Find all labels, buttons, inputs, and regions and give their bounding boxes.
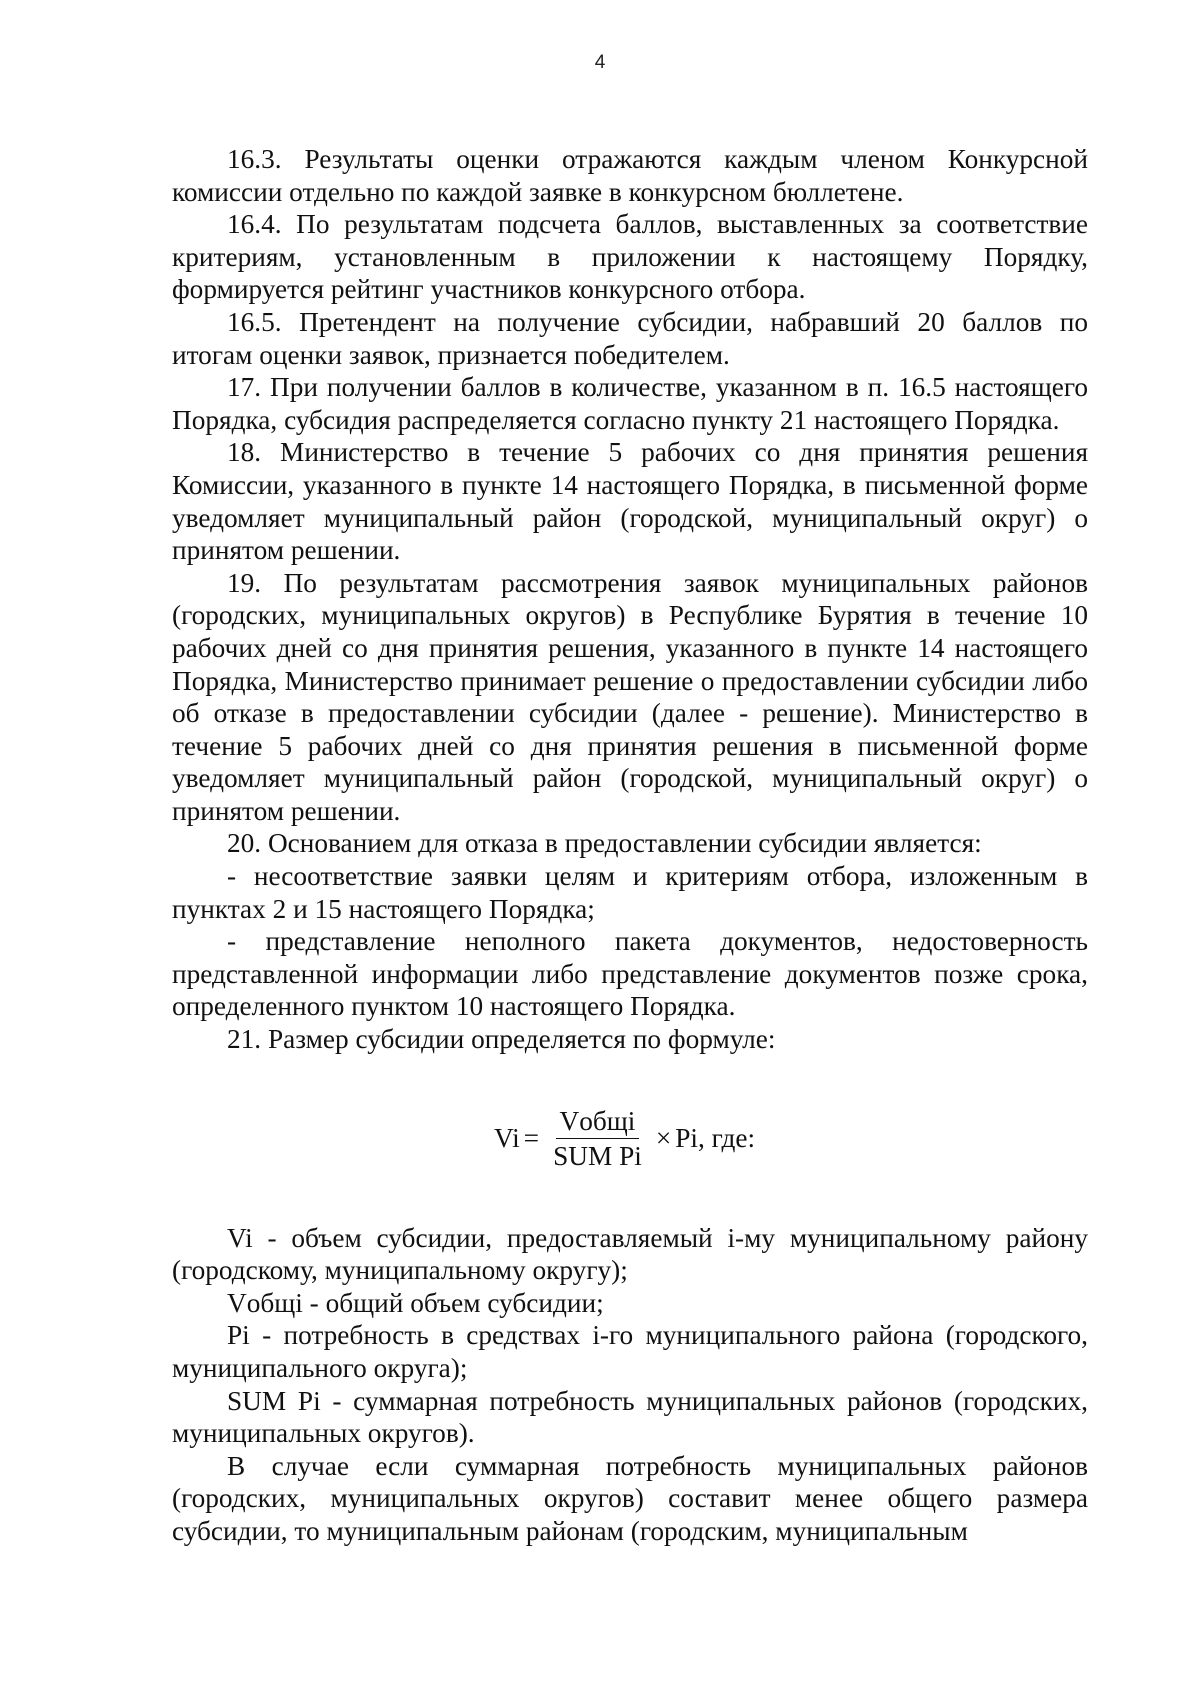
formula-fraction	[549, 1106, 646, 1171]
formula-numerator: Vобщi	[556, 1106, 640, 1139]
definition-vobshi: Vобщi - общий объем субсидии;	[227, 1287, 604, 1318]
paragraph-17: 17. При получении баллов в количестве, указанном в п. 16.5 настоящего Порядка, субсидия распределяется согласно пункту 21 настоящего Порядка.	[172, 372, 1088, 435]
paragraph-20: 20. Основанием для отказа в предоставлении субсидии является:	[227, 828, 982, 859]
formula-equals: =	[523, 1122, 540, 1153]
paragraph-21: 21. Размер субсидии определяется по формуле:	[227, 1024, 776, 1055]
paragraph-18: 18. Министерство в течение 5 рабочих со дня принятия решения Комиссии, указанного в пункте 14 настоящего Порядка, в письменной форме уведомляет муниципальный район (городской, муниципальный округ) о принятом решении.	[172, 437, 1088, 566]
paragraph-19: 19. По результатам рассмотрения заявок муниципальных районов (городских, муниципальных округов) в Республике Бурятия в течение 10 рабочих дней со дня принятия решения, указанного в пункте 14 настоящего Порядка, Министерство принимает решение о предоставлении субсидии либо об отказе в предоставлении субсидии (далее - решение). Министерство в течение 5 рабочих дней со дня принятия решения в письменной форме уведомляет муниципальный район (городской, муниципальный округ) о принятом решении.	[172, 567, 1088, 826]
document-body	[172, 143, 1088, 1548]
definition-pi: Pi - потребность в средствах i-го муниципального района (городского, муниципального округа);	[172, 1320, 1088, 1383]
formula-denominator: SUM Pi	[553, 1140, 642, 1171]
formula-block	[172, 1056, 1088, 1222]
refusal-reason-2: - представление неполного пакета документов, недостоверность представленной информации либо представление документов позже срока, определенного пунктом 10 настоящего Порядка.	[172, 926, 1088, 1022]
subsidy-formula	[494, 1106, 755, 1171]
paragraph-remainder: В случае если суммарная потребность муниципальных районов (городских, муниципальных округов) составит менее общего размера субсидии, то муниципальным районам (городским, муниципальным	[172, 1450, 1088, 1546]
refusal-reason-1: - несоответствие заявки целям и критериям отбора, изложенным в пунктах 2 и 15 настоящего Порядка;	[172, 861, 1088, 924]
definition-sum-pi: SUM Pi - суммарная потребность муниципальных районов (городских, муниципальных округов).	[172, 1385, 1088, 1449]
paragraph-16-5: 16.5. Претендент на получение субсидии, набравший 20 баллов по итогам оценки заявок, признается победителем.	[172, 306, 1088, 370]
formula-lhs: Vi	[494, 1122, 520, 1153]
page-number: 4	[594, 52, 606, 73]
paragraph-16-4: 16.4. По результатам подсчета баллов, выставленных за соответствие критериям, установленным в приложении к настоящему Порядку, формируется рейтинг участников конкурсного отбора.	[172, 209, 1088, 305]
definition-vi: Vi - объем субсидии, предоставляемый i-му муниципальному району (городскому, муниципальному округу);	[172, 1222, 1088, 1286]
formula-times: ×	[655, 1122, 672, 1153]
paragraph-16-3: 16.3. Результаты оценки отражаются каждым членом Конкурсной комиссии отдельно по каждой заявке в конкурсном бюллетене.	[172, 144, 1088, 207]
formula-rhs: Pi, где:	[675, 1122, 756, 1153]
